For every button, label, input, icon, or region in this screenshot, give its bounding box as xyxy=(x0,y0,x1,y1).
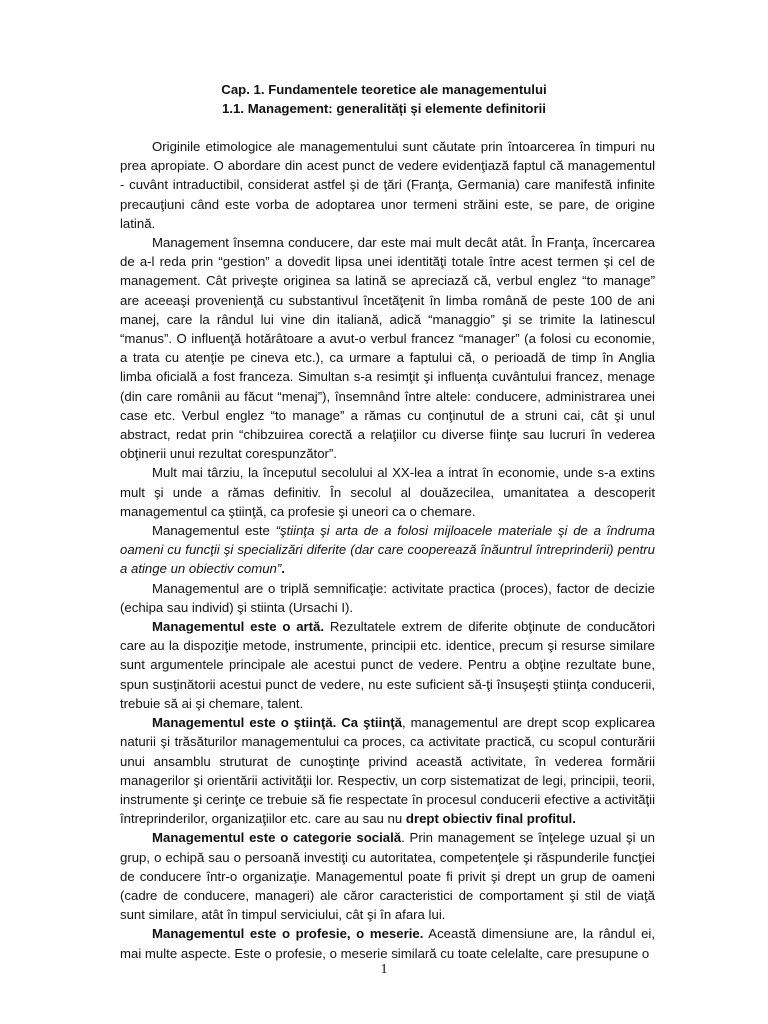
profession-heading: Managementul este o profesie, o meserie. xyxy=(152,926,424,942)
section-title: 1.1. Management: generalități și elemente definitorii xyxy=(222,101,546,116)
paragraph-triple-meaning: Managementul are o triplă semnificaţie: activitate practica (proces), factor de decizie (echipa sau individ) şi stiinta (Ursachi I). xyxy=(120,580,655,615)
social-category-heading: Managementul este o categorie socială xyxy=(152,830,402,846)
paragraph-etymology: Originile etimologice ale managementului sunt căutate prin întoarcerea în timpuri nu prea apropiate. O abordare din acest punct de vedere evidenţiază faptul că managementul - cuvânt intraductibil, considerat astfel şi de ţări (Franţa, Germania) care manifestă infinite precauţiuni când este vorba de adoptarea unor termeni străini este, se pare, de origine latină. xyxy=(120,139,655,231)
document-body xyxy=(120,137,655,963)
definition-end: . xyxy=(281,561,285,577)
chapter-title: Cap. 1. Fundamentele teoretice ale managementului xyxy=(221,82,547,97)
science-text: , managementul are drept scop explicarea naturii şi trăsăturilor managementului ca proces, ca activitate practică, cu scopul conturării unui ansamblu struturat de cunoştinţe privind această activitate, în vederea formării managerilor şi orientării activităţii lor. Respectiv, un corp sistematizat de legi, principii, teorii, instrumente şi cerinţe ce trebuie să fie respectate în procesul conducerii efective a activităţii întreprinderilor, organizaţiilor etc. care au sau nu xyxy=(120,715,655,827)
paragraph-profession xyxy=(120,924,655,962)
definition-lead: Managementul este xyxy=(152,523,276,539)
paragraph-science xyxy=(120,713,655,828)
science-tail: drept obiectiv final profitul. xyxy=(405,811,576,827)
paragraph-twentieth-century: Mult mai târziu, la începutul secolului al XX-lea a intrat în economie, unde s-a extins mult şi unde a rămas definitiv. În secolul al douăzecilea, umanitatea a descoperit managementul ca ştiinţă, ca profesie şi uneori ca o chemare. xyxy=(120,465,655,519)
page-number: 1 xyxy=(380,962,388,977)
science-heading: Managementul este o ştiinţă. Ca ştiinţă xyxy=(152,715,402,731)
paragraph-art xyxy=(120,617,655,713)
profession-text: Această dimensiune are, la rândul ei, mai multe aspecte. Este o profesie, o meserie similară cu toate celelalte, care presupune o xyxy=(120,926,655,961)
definition-quote: “ştiinţa şi arta de a folosi mijloacele materiale şi de a îndruma oameni cu funcţii şi specializări diferite (dar care cooperează înăuntrul întreprinderii) pentru a atinge un obiectiv comun” xyxy=(120,523,655,577)
art-text: Rezultatele extrem de diferite obţinute de conducători care au la dispoziţie metode, instrumente, principii etc. identice, precum şi resurse similare sunt argumentele principale ale acestui punct de vedere. Pentru a obţine rezultate bune, spun susţinătorii acestui punct de vedere, nu este suficient să-ţi însuşeşti ştiinţa conducerii, trebuie să ai şi chemare, talent. xyxy=(120,619,656,711)
paragraph-definition xyxy=(120,521,655,579)
paragraph-social-category xyxy=(120,828,655,924)
art-heading: Managementul este o artă. xyxy=(152,619,325,635)
social-category-text: . Prin management se înţelege uzual şi un grup, o echipă sau o persoană investiţi cu autoritatea, competenţele şi răspunderile funcţiei de conducere într-o organizaţie. Managementul poate fi privit şi drept un grup de oameni (cadre de conducere, manageri) ale căror caracteristici de comportament şi stil de viaţă sunt similare, atât în timpul serviciului, cât şi în afara lui. xyxy=(120,830,655,923)
paragraph-management-meaning: Management însemna conducere, dar este mai mult decât atât. În Franţa, încercarea de a-l reda prin “gestion” a dovedit lipsa unei identităţi totale între acest termen şi cel de management. Cât priveşte originea sa latină se apreciază că, verbul englez “to manage” are aceeaşi provenienţă cu substantivul încetăţenit în limba română de peste 100 de ani manej, care la rândul lui vine din italiană, adică “managgio” şi se trimite la latinescul “manus”. O influenţă hotărâtoare a avut-o verbul francez “manager” (a folosi cu economie, a trata cu atenţie pe cineva etc.), ca urmare a faptului că, o perioadă de timp în Anglia limba oficială a fost franceza. Simultan s-a resimţit şi influenţa cuvântului francez, menage (din care românii au făcut “menaj”), însemnând între altele: conducere, administrarea unei case etc. Verbul englez “to manage” a rămas cu conţinutul de a struni cai, cât şi unul abstract, redat prin “chibzuirea corectă a relaţiilor cu diverse fiinţe sau lucruri în vederea obţinerii unui rezultat corespunzător”. xyxy=(120,235,655,462)
